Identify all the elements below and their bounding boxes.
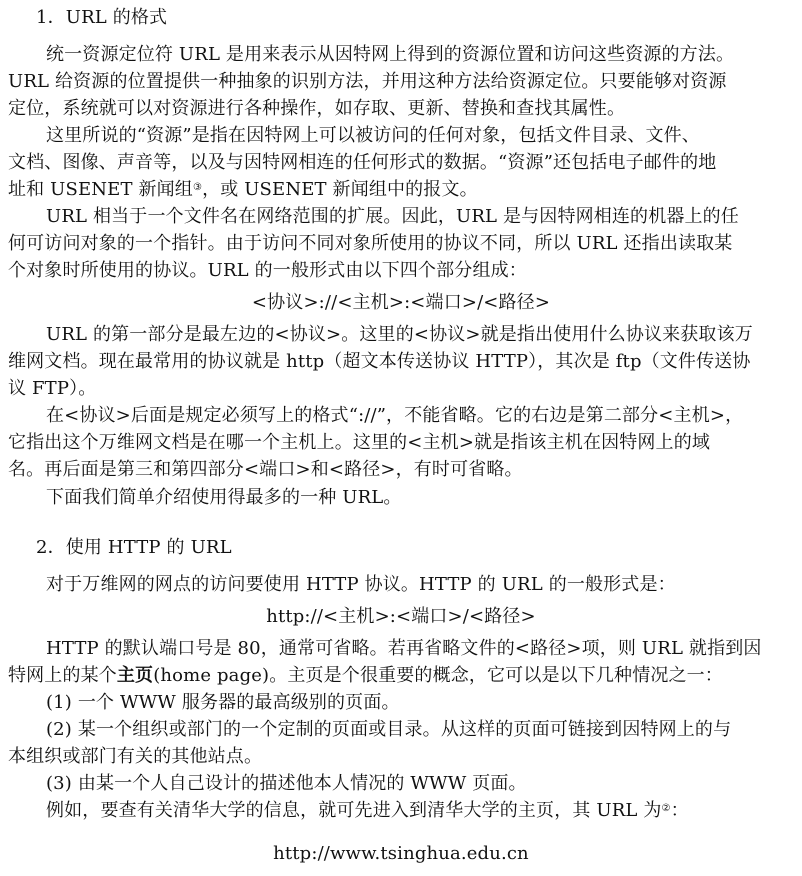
paragraph-4-line-3: 议 FTP）。 <box>8 378 97 399</box>
paragraph-2-line-3-end: ，或 USENET 新闻组中的报文。 <box>202 179 478 200</box>
paragraph-1-line-2: URL 给资源的位置提供一种抽象的识别方法，并用这种方法给资源定位。只要能够对资源 <box>8 71 727 92</box>
example-line <box>46 799 689 823</box>
paragraph-2-line-2: 文档、图像、声音等，以及与因特网相连的任何形式的数据。“资源”还包括电子邮件的地 <box>8 152 717 173</box>
example-colon: ： <box>670 800 689 821</box>
paragraph-7-line-2 <box>8 664 723 688</box>
paragraph-4-line-1: URL 的第一部分是最左边的<协议>。这里的<协议>就是指出使用什么协议来获取该万 <box>46 324 753 345</box>
paragraph-2-line-3 <box>8 178 478 202</box>
http-url-general-form: http://<主机>:<端口>/<路径> <box>266 606 536 627</box>
paragraph-2-line-1: 这里所说的“资源”是指在因特网上可以被访问的任何对象，包括文件目录、文件、 <box>46 125 700 146</box>
tsinghua-url: http://www.tsinghua.edu.cn <box>273 843 529 864</box>
paragraph-3-line-2: 何可访问对象的一个指针。由于访问不同对象所使用的协议不同，所以 URL 还指出读取某 <box>8 233 733 254</box>
list-item-1: (1) 一个 WWW 服务器的最高级别的页面。 <box>46 692 400 713</box>
section-2-heading: 2．使用 HTTP 的 URL <box>36 537 232 558</box>
paragraph-7-line-2-start: 特网上的某个 <box>8 665 117 686</box>
section-1-heading: 1．URL 的格式 <box>36 7 168 28</box>
paragraph-5-line-3: 名。再后面是第三和第四部分<端口>和<路径>，有时可省略。 <box>8 459 523 480</box>
paragraph-7-line-1: HTTP 的默认端口号是 80，通常可省略。若再省略文件的<路径>项，则 URL 就指到因 <box>46 638 762 659</box>
paragraph-7-line-2-end: (home page)。主页是个很重要的概念，它可以是以下几种情况之一： <box>153 665 723 686</box>
homepage-term: 主页 <box>116 665 154 686</box>
paragraph-3-line-3: 个对象时所使用的协议。URL 的一般形式由以下四个部分组成： <box>8 260 527 281</box>
footnote-mark-3: ③ <box>192 182 203 193</box>
paragraph-4-line-2: 维网文档。现在最常用的协议就是 http（超文本传送协议 HTTP），其次是 ftp（文件传送协 <box>8 351 751 372</box>
paragraph-1-line-3: 定位，系统就可以对资源进行各种操作，如存取、更新、替换和查找其属性。 <box>8 98 626 119</box>
footnote-mark-2: ② <box>661 803 671 814</box>
paragraph-5-line-2: 它指出这个万维网文档是在哪一个主机上。这里的<主机>就是指该主机在因特网上的域 <box>8 432 711 453</box>
list-item-2-line-1: (2) 某一个组织或部门的一个定制的页面或目录。从这样的页面可链接到因特网上的与 <box>46 719 732 740</box>
paragraph-1-line-1: 统一资源定位符 URL 是用来表示从因特网上得到的资源位置和访问这些资源的方法。 <box>46 44 735 65</box>
paragraph-3-line-1: URL 相当于一个文件名在网络范围的扩展。因此，URL 是与因特网相连的机器上的任 <box>46 206 739 227</box>
list-item-2-line-2: 本组织或部门有关的其他站点。 <box>8 746 263 767</box>
paragraph-2-line-3-start: 址和 USENET 新闻组 <box>8 179 193 200</box>
example-text: 例如，要查有关清华大学的信息，就可先进入到清华大学的主页，其 URL 为 <box>46 800 662 821</box>
paragraph-6-line-1: 下面我们简单介绍使用得最多的一种 URL。 <box>46 487 402 508</box>
list-item-3: (3) 由某一个人自己设计的描述他本人情况的 WWW 页面。 <box>46 773 527 794</box>
section-2-intro: 对于万维网的网点的访问要使用 HTTP 协议。HTTP 的 URL 的一般形式是： <box>46 574 676 595</box>
paragraph-5-line-1: 在<协议>后面是规定必须写上的格式“://”，不能省略。它的右边是第二部分<主机>， <box>46 405 744 426</box>
url-general-form: <协议>://<主机>:<端口>/<路径> <box>251 292 551 313</box>
